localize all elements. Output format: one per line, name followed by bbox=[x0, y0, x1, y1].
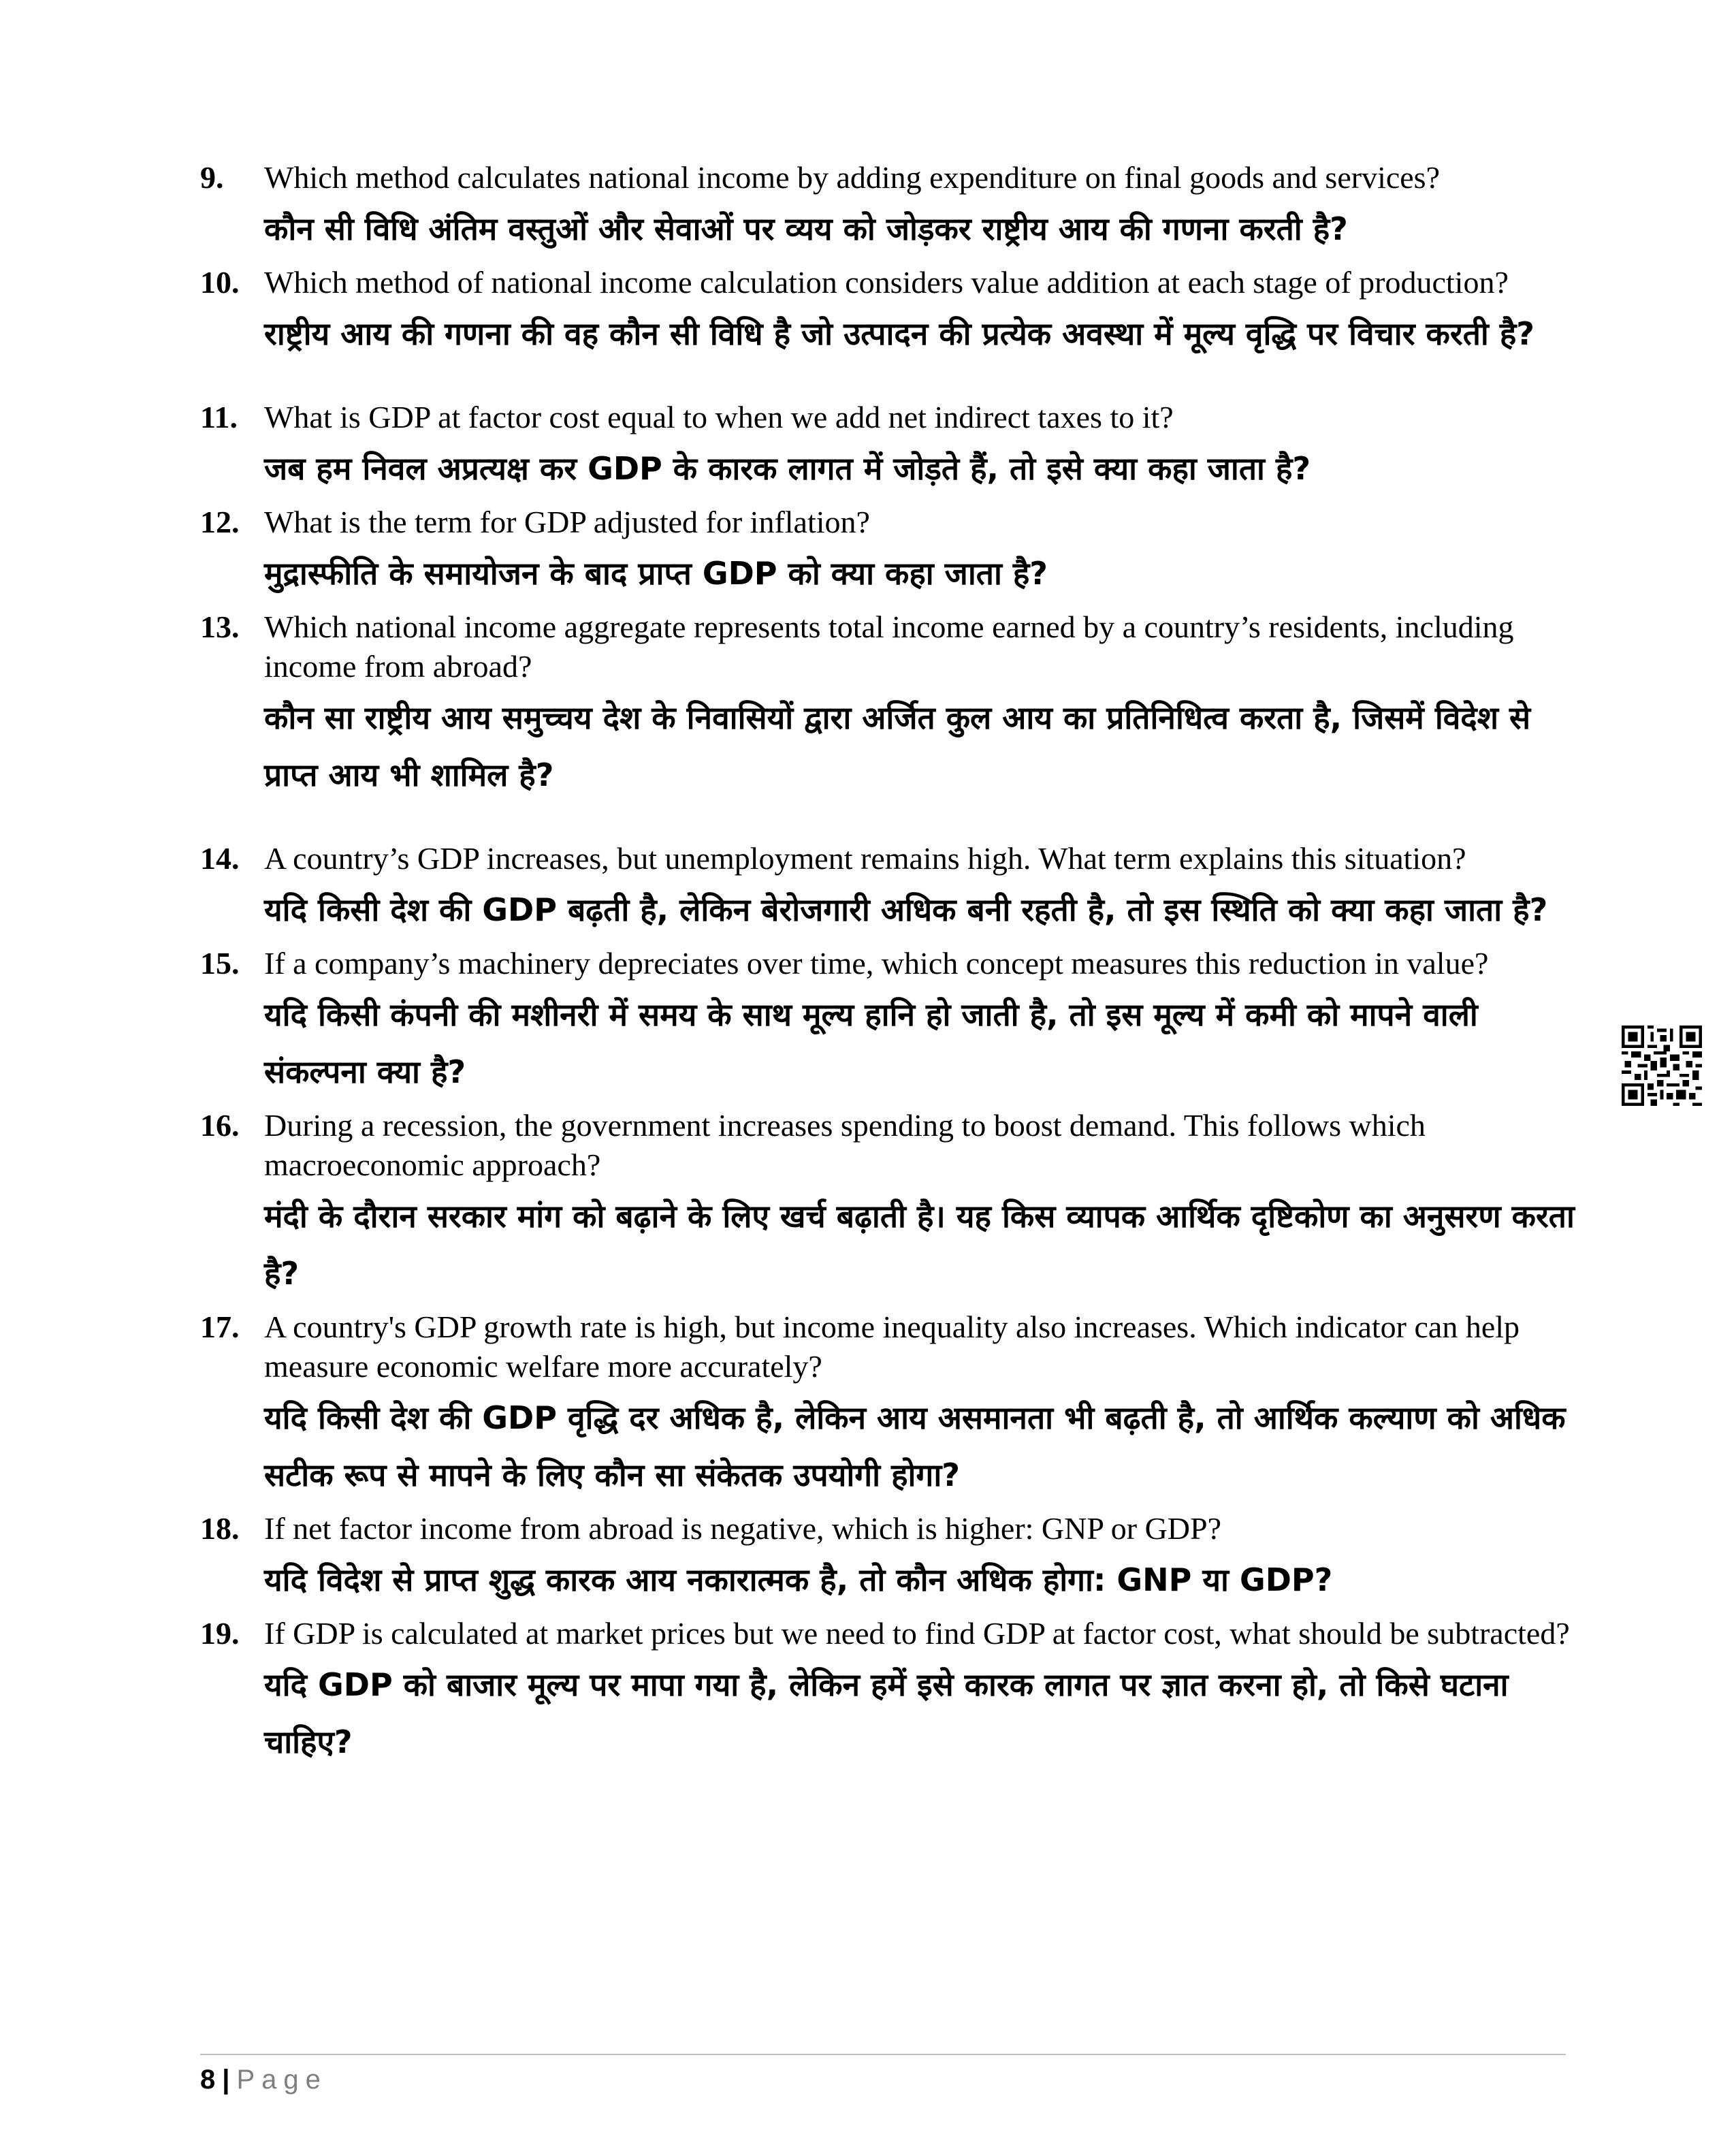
question-number: 17. bbox=[200, 1309, 240, 1344]
question-english: If net factor income from abroad is negative, which is higher: GNP or GDP? bbox=[264, 1511, 1222, 1546]
question-list bbox=[200, 158, 1582, 1776]
question-item bbox=[200, 398, 1582, 497]
question-number: 10. bbox=[200, 265, 240, 300]
question-number: 13. bbox=[200, 609, 240, 644]
question-hindi: कौन सी विधि अंतिम वस्तुओं और सेवाओं पर व्यय को जोड़कर राष्ट्रीय आय की गणना करती है? bbox=[264, 210, 1348, 247]
question-number: 15. bbox=[200, 946, 240, 981]
question-english: Which national income aggregate represents total income earned by a country’s residents, including income from abroad? bbox=[264, 609, 1514, 684]
question-english: If a company’s machinery depreciates over time, which concept measures this reduction in value? bbox=[264, 946, 1489, 981]
question-item bbox=[200, 1307, 1582, 1504]
question-item bbox=[200, 1614, 1582, 1770]
question-english: Which method calculates national income by adding expenditure on final goods and services? bbox=[264, 160, 1440, 195]
page-label: Page bbox=[236, 2065, 327, 2095]
question-hindi: राष्ट्रीय आय की गणना की वह कौन सी विधि है जो उत्पादन की प्रत्येक अवस्था में मूल्य वृद्धि पर विचार करती है? bbox=[264, 315, 1534, 352]
question-english: What is GDP at factor cost equal to when we add net indirect taxes to it? bbox=[264, 400, 1174, 434]
question-item bbox=[200, 607, 1582, 804]
question-number: 19. bbox=[200, 1616, 240, 1651]
question-hindi: यदि किसी कंपनी की मशीनरी में समय के साथ मूल्य हानि हो जाती है, तो इस मूल्य में कमी को मापने वाली संकल्पना क्या है? bbox=[264, 996, 1478, 1090]
question-hindi: मंदी के दौरान सरकार मांग को बढ़ाने के लिए खर्च बढ़ाती है। यह किस व्यापक आर्थिक दृष्टिकोण का अनुसरण करता है? bbox=[264, 1198, 1575, 1292]
question-english: What is the term for GDP adjusted for inflation? bbox=[264, 505, 870, 539]
question-number: 12. bbox=[200, 505, 240, 539]
question-hindi: कौन सा राष्ट्रीय आय समुच्चय देश के निवासियों द्वारा अर्जित कुल आय का प्रतिनिधित्व करता है, जिसमें विदेश से प्राप्त आय भी शामिल है? bbox=[264, 699, 1531, 793]
question-english: During a recession, the government increases spending to boost demand. This follows which macroeconomic approach? bbox=[264, 1108, 1426, 1182]
question-item bbox=[200, 1509, 1582, 1608]
question-english: Which method of national income calculation considers value addition at each stage of production? bbox=[264, 265, 1509, 300]
question-english: If GDP is calculated at market prices but we need to find GDP at factor cost, what should be subtracted? bbox=[264, 1616, 1570, 1651]
question-english: A country's GDP growth rate is high, but income inequality also increases. Which indicator can help measure economic welfare more accurately? bbox=[264, 1309, 1520, 1384]
footer-divider bbox=[200, 2054, 1566, 2055]
question-hindi: यदि विदेश से प्राप्त शुद्ध कारक आय नकारात्मक है, तो कौन अधिक होगा: GNP या GDP? bbox=[264, 1561, 1333, 1598]
question-hindi: यदि किसी देश की GDP बढ़ती है, लेकिन बेरोजगारी अधिक बनी रहती है, तो इस स्थिति को क्या कहा जाता है? bbox=[264, 891, 1548, 928]
question-hindi: यदि किसी देश की GDP वृद्धि दर अधिक है, लेकिन आय असमानता भी बढ़ती है, तो आर्थिक कल्याण को अधिक सटीक रूप से मापने के लिए कौन सा संकेतक उपयोगी होगा? bbox=[264, 1399, 1566, 1493]
question-number: 11. bbox=[200, 400, 238, 434]
question-hindi: जब हम निवल अप्रत्यक्ष कर GDP के कारक लागत में जोड़ते हैं, तो इसे क्या कहा जाता है? bbox=[264, 450, 1311, 487]
question-item bbox=[200, 1106, 1582, 1302]
question-hindi: यदि GDP को बाजार मूल्य पर मापा गया है, लेकिन हमें इसे कारक लागत पर ज्ञात करना हो, तो किसे घटाना चाहिए? bbox=[264, 1666, 1509, 1760]
question-english: A country’s GDP increases, but unemployment remains high. What term explains this situation? bbox=[264, 841, 1466, 876]
question-number: 14. bbox=[200, 841, 240, 876]
page-number: 8 bbox=[200, 2065, 216, 2095]
question-item bbox=[200, 158, 1582, 257]
qr-code-icon[interactable] bbox=[1622, 1026, 1702, 1106]
page-footer bbox=[200, 2062, 327, 2097]
question-item bbox=[200, 839, 1582, 938]
question-item bbox=[200, 944, 1582, 1100]
footer-separator: | bbox=[222, 2065, 230, 2095]
question-item bbox=[200, 263, 1582, 362]
question-number: 18. bbox=[200, 1511, 240, 1546]
question-hindi: मुद्रास्फीति के समायोजन के बाद प्राप्त GDP को क्या कहा जाता है? bbox=[264, 555, 1048, 592]
question-number: 9. bbox=[200, 160, 224, 195]
question-number: 16. bbox=[200, 1108, 240, 1143]
question-item bbox=[200, 503, 1582, 602]
